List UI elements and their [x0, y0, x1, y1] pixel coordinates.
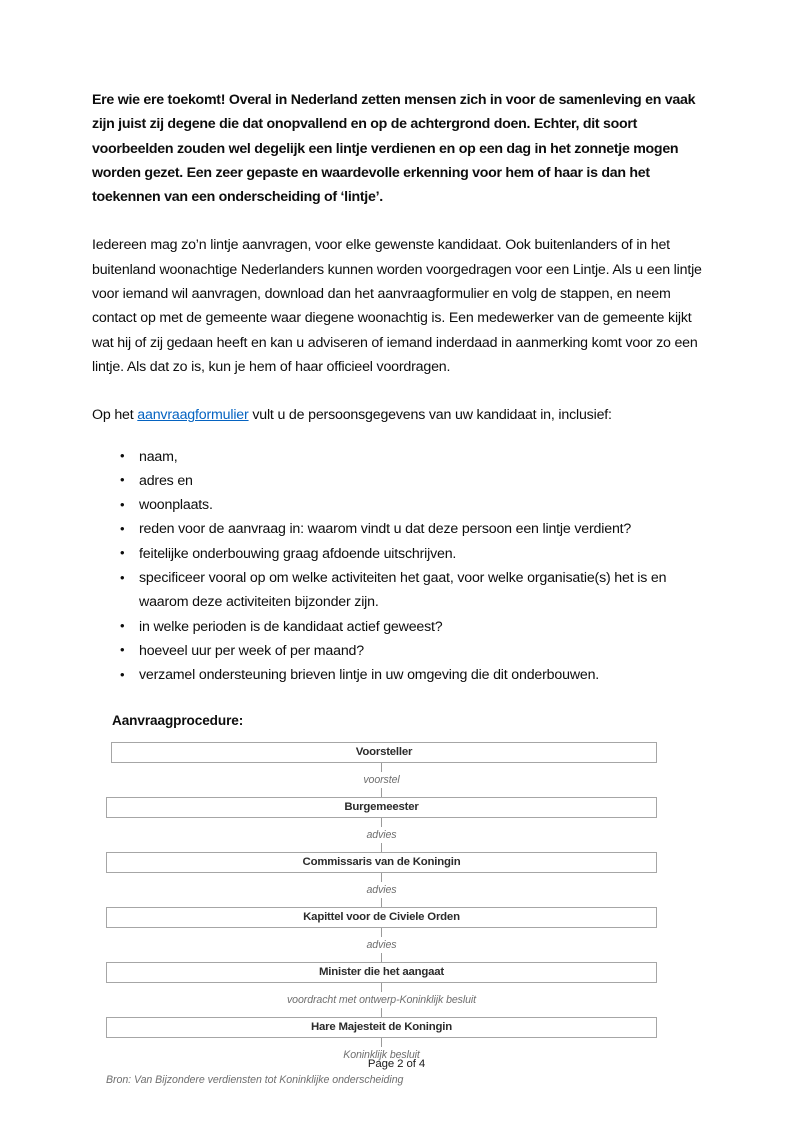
flow-connector-advies-2 — [106, 873, 657, 907]
list-item: • in welke perioden is de kandidaat actief geweest? — [92, 615, 706, 639]
page-content — [92, 88, 706, 1086]
connector-line — [381, 843, 382, 852]
flow-box-label: Kapittel voor de Civiele Orden — [303, 911, 460, 924]
flow-box-label: Voorsteller — [355, 746, 413, 759]
aanvraagprocedure-flowchart — [106, 742, 657, 1063]
intro-paragraph: Ere wie ere toekomt! Overal in Nederland zetten mensen zich in voor de samenleving en vaak zijn juist zij degene die dat onopvallend en op de achtergrond doen. Echter, dit soort voorbeelden zouden wel degelijk een lintje verdienen en op een dag in het zonnetje mogen worden gezet. Een zeer gepaste en waardevolle erkenning voor hem of haar is dan het toekennen van een onderscheiding of ‘lintje’. — [92, 92, 696, 206]
requirements-list — [92, 445, 706, 688]
flow-box-commissaris — [106, 852, 657, 873]
list-item: • hoeveel uur per week of per maand? — [92, 639, 706, 663]
connector-line — [381, 898, 382, 907]
flow-connector-advies-1 — [106, 818, 657, 852]
flow-box-label: Minister die het aangaat — [319, 966, 444, 979]
list-item: • verzamel ondersteuning brieven lintje in uw omgeving die dit onderbouwen. — [92, 663, 706, 687]
diagram-heading: Aanvraagprocedure: — [112, 712, 244, 728]
body-paragraph: Iedereen mag zo’n lintje aanvragen, voor elke gewenste kandidaat. Ook buitenlanders of in het buitenland woonachtige Nederlanders kunnen worden voorgedragen voor een Lintje. Als u een lintje voor iemand wil aanvragen, download dan het aanvraagformulier en volg de stappen, en neem contact op met de gemeente waar diegene woonachtig is. Een medewerker van de gemeente kijkt wat hij of zij gedaan heeft en kan u adviseren of iemand inderdaad in aanmerking komt voor zo een lintje. Als dat zo is, kun je hem of haar officieel voordragen. — [92, 237, 702, 375]
connector-line — [381, 1038, 382, 1047]
aanvraagformulier-link[interactable]: aanvraagformulier — [137, 407, 249, 424]
flow-connector-voordracht — [106, 983, 657, 1017]
connector-line — [381, 818, 382, 827]
connector-label: advies — [366, 828, 397, 841]
list-item: • adres en — [92, 469, 706, 493]
list-item: • specificeer vooral op om welke activiteiten het gaat, voor welke organisatie(s) het is en waarom deze activiteiten bijzonder zijn. — [92, 566, 706, 615]
list-item: • reden voor de aanvraag in: waarom vindt u dat deze persoon een lintje verdient? — [92, 517, 706, 541]
page-footer: Page 2 of 4 — [367, 1058, 426, 1070]
connector-line — [381, 873, 382, 882]
connector-label: voorstel — [363, 773, 400, 786]
connector-label: voordracht met ontwerp-Koninklijk besluit — [286, 993, 477, 1006]
list-item: • feitelijke onderbouwing graag afdoende uitschrijven. — [92, 542, 706, 566]
flow-box-burgemeester — [106, 797, 657, 818]
flow-box-voorsteller — [111, 742, 657, 763]
connector-line — [381, 953, 382, 962]
link-prefix-text: Op het — [92, 407, 138, 424]
flow-box-label: Burgemeester — [344, 801, 419, 814]
connector-label: advies — [366, 938, 397, 951]
flow-connector-advies-3 — [106, 928, 657, 962]
connector-line — [381, 763, 382, 772]
flow-box-kapittel — [106, 907, 657, 928]
connector-line — [381, 788, 382, 797]
flow-box-minister — [106, 962, 657, 983]
diagram-source-note: Bron: Van Bijzondere verdiensten tot Koninklijke onderscheiding — [106, 1073, 404, 1086]
connector-label: Koninklijk besluit — [343, 1048, 420, 1061]
connector-line — [381, 983, 382, 992]
link-suffix-text: vult u de persoonsgegevens van uw kandidaat in, inclusief: — [248, 407, 612, 424]
flow-box-koningin — [106, 1017, 657, 1038]
flow-box-label: Hare Majesteit de Koningin — [310, 1021, 452, 1034]
flow-connector-voorstel — [106, 763, 657, 797]
connector-line — [381, 928, 382, 937]
list-item: • naam, — [92, 445, 706, 469]
flow-box-label: Commissaris van de Koningin — [302, 856, 461, 869]
list-item: • woonplaats. — [92, 493, 706, 517]
connector-line — [381, 1008, 382, 1017]
connector-label: advies — [366, 883, 397, 896]
link-paragraph — [92, 403, 706, 427]
